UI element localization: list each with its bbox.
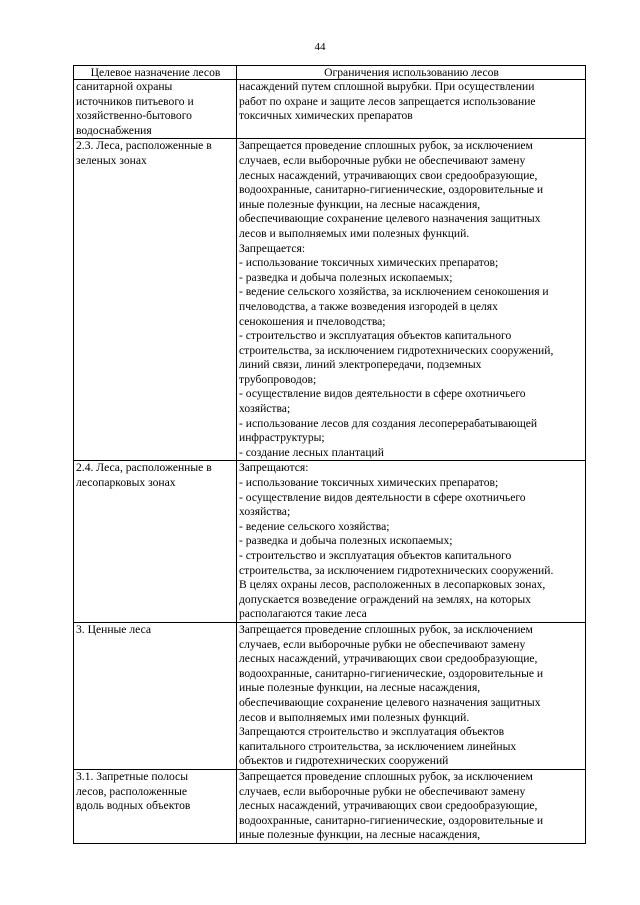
text-line: лесных насаждений, утрачивающих свои средообразующие, [239,652,538,666]
text-line: обеспечивающие сохранение целевого назначения защитных [239,695,541,709]
text-line: Запрещаются строительство и эксплуатация объектов [239,725,505,739]
forest-restrictions-table [73,65,586,844]
restrictions-cell [237,139,586,461]
text-line: - создание лесных плантаций [239,445,384,459]
text-line: Запрещается проведение сплошных рубок, за исключением [239,622,533,636]
text-line: лесных насаждений, утрачивающих свои средообразующие, [239,168,538,182]
text-line: располагаются такие леса [239,607,367,621]
text-line: лесных насаждений, утрачивающих свои средообразующие, [239,799,538,813]
text-line: Запрещается проведение сплошных рубок, за исключением [239,769,533,783]
text-line: хозяйства; [239,505,291,519]
table-header-row [74,66,586,80]
text-line: - разведка и добыча полезных ископаемых; [239,270,453,284]
purpose-cell [74,461,237,623]
table-row [74,461,586,623]
text-line: трубопроводов; [239,372,317,386]
text-line: водоохранные, санитарно-гигиенические, оздоровительные и [239,183,544,197]
text-line: допускается возведение ограждений на землях, на которых [239,592,531,606]
text-line: Запрещается проведение сплошных рубок, за исключением [239,139,533,153]
text-line: иные полезные функции, на лесные насаждения, [239,681,481,695]
text-line: 3.1. Запретные полосы [76,769,188,783]
text-line: Запрещается: [239,241,306,255]
text-line: хозяйственно-бытового [76,109,192,123]
text-line: иные полезные функции, на лесные насаждения, [239,197,481,211]
text-line: работ по охране и защите лесов запрещается использование [239,94,536,108]
restrictions-cell [237,461,586,623]
text-line: - ведение сельского хозяйства, за исключением сенокошения и [239,285,549,299]
table-row [74,769,586,843]
text-line: водоохранные, санитарно-гигиенические, оздоровительные и [239,813,544,827]
text-line: - использование лесов для создания лесоперерабатывающей [239,416,538,430]
text-line: линий связи, линий электропередачи, подземных [239,358,482,372]
text-line: вдоль водных объектов [76,799,191,813]
table-row [74,139,586,461]
purpose-cell [74,769,237,843]
text-line: - использование токсичных химических препаратов; [239,476,499,490]
text-line: пчеловодства, а также возведения изгородей в целях [239,299,498,313]
text-line: хозяйства; [239,402,291,416]
text-line: - осуществление видов деятельности в сфере охотничьего [239,387,526,401]
purpose-cell [74,622,237,769]
text-line: - строительство и эксплуатация объектов капитального [239,329,512,343]
text-line: В целях охраны лесов, расположенных в лесопарковых зонах, [239,578,546,592]
restrictions-cell [237,622,586,769]
text-line: обеспечивающие сохранение целевого назначения защитных [239,212,541,226]
text-line: лесов и выполняемых ими полезных функций. [239,710,470,724]
text-line: 2.4. Леса, расположенные в [76,461,212,475]
table-row [74,622,586,769]
text-line: токсичных химических препаратов [239,109,413,123]
text-line: 2.3. Леса, расположенные в [76,139,212,153]
text-line: водоснабжения [76,123,152,137]
text-line: - ведение сельского хозяйства; [239,519,390,533]
text-line: Запрещаются: [239,461,309,475]
text-line: зеленых зонах [76,153,147,167]
purpose-cell [74,80,237,139]
text-line: лесов и выполняемых ими полезных функций. [239,226,470,240]
text-line: случаев, если выборочные рубки не обеспечивают замену [239,153,526,167]
restrictions-cell [237,769,586,843]
text-line: объектов и гидротехнических сооружений [239,754,449,768]
text-line: сенокошения и пчеловодства; [239,314,386,328]
text-line: случаев, если выборочные рубки не обеспечивают замену [239,784,526,798]
text-line: строительства, за исключением гидротехнических сооружений. [239,563,554,577]
table-row [74,80,586,139]
text-line: санитарной охраны [76,80,173,93]
text-line: источников питьевого и [76,94,194,108]
text-line: инфраструктуры; [239,431,325,445]
purpose-cell [74,139,237,461]
text-line: - использование токсичных химических препаратов; [239,256,499,270]
text-line: - осуществление видов деятельности в сфере охотничьего [239,490,526,504]
text-line: водоохранные, санитарно-гигиенические, оздоровительные и [239,666,544,680]
page-number: 44 [314,41,326,53]
text-line: - строительство и эксплуатация объектов капитального [239,549,512,562]
text-line: - разведка и добыча полезных ископаемых; [239,534,453,548]
text-line: строительства, за исключением гидротехнических сооружений, [239,343,554,357]
column-header-restrictions: Ограничения использованию лесов [237,66,586,80]
text-line: случаев, если выборочные рубки не обеспечивают замену [239,637,526,651]
text-line: лесов, расположенные [76,784,188,798]
column-header-purpose: Целевое назначение лесов [74,66,237,80]
text-line: иные полезные функции, на лесные насаждения, [239,828,481,842]
text-line: насаждений путем сплошной вырубки. При осуществлении [239,80,535,93]
text-line: капитального строительства, за исключением линейных [239,739,517,753]
restrictions-cell [237,80,586,139]
text-line: 3. Ценные леса [76,622,152,636]
text-line: лесопарковых зонах [76,476,176,490]
